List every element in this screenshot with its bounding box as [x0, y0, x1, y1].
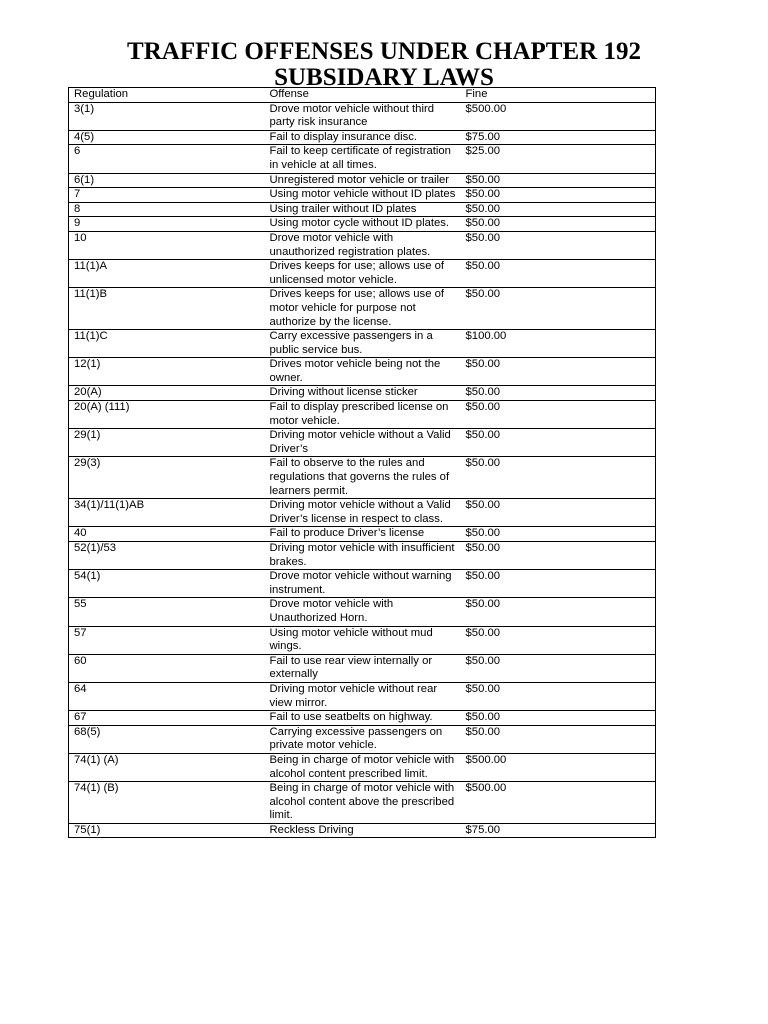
offense-cell: Fail to use seatbelts on highway. [265, 711, 461, 726]
offense-cell: Fail to produce Driver’s license [265, 527, 461, 542]
table-header-row [69, 88, 656, 103]
offense-cell: Reckless Driving [265, 823, 461, 838]
table-row [69, 102, 656, 130]
regulation-cell: 9 [69, 217, 265, 232]
regulation-cell: 29(3) [69, 457, 265, 499]
fine-cell: $50.00 [461, 231, 656, 259]
table-row [69, 527, 656, 542]
regulation-cell: 54(1) [69, 570, 265, 598]
regulation-cell: 20(A) (111) [69, 401, 265, 429]
table-row [69, 753, 656, 781]
table-row [69, 457, 656, 499]
offense-cell: Driving without license sticker [265, 386, 461, 401]
fine-cell: $100.00 [461, 330, 656, 358]
offense-cell: Fail to observe to the rules and regulations that governs the rules of learners permit. [265, 457, 461, 499]
fine-cell: $50.00 [461, 260, 656, 288]
table-row [69, 188, 656, 203]
table-row [69, 145, 656, 173]
regulation-cell: 12(1) [69, 358, 265, 386]
table-row [69, 499, 656, 527]
document-subtitle: SUBSIDARY LAWS [274, 64, 494, 91]
table-row [69, 401, 656, 429]
fine-cell: $50.00 [461, 527, 656, 542]
fine-cell: $50.00 [461, 725, 656, 753]
regulation-cell: 68(5) [69, 725, 265, 753]
fine-cell: $50.00 [461, 499, 656, 527]
regulation-cell: 6(1) [69, 173, 265, 188]
offense-cell: Using motor vehicle without ID plates [265, 188, 461, 203]
regulation-cell: 74(1) (A) [69, 753, 265, 781]
fine-cell: $50.00 [461, 682, 656, 710]
table-row [69, 654, 656, 682]
regulation-cell: 7 [69, 188, 265, 203]
offense-cell: Drove motor vehicle without warning instrument. [265, 570, 461, 598]
fine-cell: $50.00 [461, 288, 656, 330]
offense-cell: Unregistered motor vehicle or trailer [265, 173, 461, 188]
table-row [69, 217, 656, 232]
regulation-cell: 11(1)B [69, 288, 265, 330]
regulation-cell: 57 [69, 626, 265, 654]
regulation-cell: 67 [69, 711, 265, 726]
regulation-cell: 6 [69, 145, 265, 173]
offense-cell: Driving motor vehicle without a Valid Driver’s license in respect to class. [265, 499, 461, 527]
regulation-cell: 8 [69, 202, 265, 217]
offense-cell: Using trailer without ID plates [265, 202, 461, 217]
fine-cell: $50.00 [461, 173, 656, 188]
regulation-cell: 10 [69, 231, 265, 259]
offense-cell: Using motor vehicle without mud wings. [265, 626, 461, 654]
table-row [69, 330, 656, 358]
header-offense: Offense [265, 88, 461, 103]
offenses-table [68, 87, 656, 838]
table-row [69, 173, 656, 188]
fine-cell: $50.00 [461, 188, 656, 203]
table-row [69, 288, 656, 330]
offense-cell: Drives keeps for use; allows use of motor vehicle for purpose not authorize by the license. [265, 288, 461, 330]
fine-cell: $50.00 [461, 401, 656, 429]
offense-cell: Fail to use rear view internally or externally [265, 654, 461, 682]
document-title: TRAFFIC OFFENSES UNDER CHAPTER 192 [127, 38, 641, 65]
regulation-cell: 4(5) [69, 130, 265, 145]
fine-cell: $50.00 [461, 202, 656, 217]
fine-cell: $50.00 [461, 542, 656, 570]
table-row [69, 386, 656, 401]
offense-cell: Being in charge of motor vehicle with alcohol content prescribed limit. [265, 753, 461, 781]
offense-cell: Carry excessive passengers in a public service bus. [265, 330, 461, 358]
table-row [69, 202, 656, 217]
regulation-cell: 74(1) (B) [69, 782, 265, 824]
table-row [69, 711, 656, 726]
offense-cell: Fail to keep certificate of registration in vehicle at all times. [265, 145, 461, 173]
fine-cell: $75.00 [461, 823, 656, 838]
regulation-cell: 29(1) [69, 429, 265, 457]
header-regulation: Regulation [69, 88, 265, 103]
table-row [69, 782, 656, 824]
fine-cell: $500.00 [461, 102, 656, 130]
fine-cell: $75.00 [461, 130, 656, 145]
regulation-cell: 55 [69, 598, 265, 626]
offense-cell: Driving motor vehicle without a Valid Driver’s [265, 429, 461, 457]
fine-cell: $500.00 [461, 782, 656, 824]
table-row [69, 429, 656, 457]
table-row [69, 260, 656, 288]
regulation-cell: 75(1) [69, 823, 265, 838]
fine-cell: $50.00 [461, 570, 656, 598]
fine-cell: $50.00 [461, 217, 656, 232]
fine-cell: $50.00 [461, 598, 656, 626]
offense-cell: Using motor cycle without ID plates. [265, 217, 461, 232]
fine-cell: $25.00 [461, 145, 656, 173]
offense-cell: Drove motor vehicle with Unauthorized Horn. [265, 598, 461, 626]
table-row [69, 682, 656, 710]
offense-cell: Being in charge of motor vehicle with alcohol content above the prescribed limit. [265, 782, 461, 824]
fine-cell: $50.00 [461, 429, 656, 457]
fine-cell: $50.00 [461, 358, 656, 386]
offense-cell: Drives keeps for use; allows use of unlicensed motor vehicle. [265, 260, 461, 288]
table-row [69, 570, 656, 598]
regulation-cell: 20(A) [69, 386, 265, 401]
table-row [69, 358, 656, 386]
table-row [69, 542, 656, 570]
header-fine: Fine [461, 88, 656, 103]
fine-cell: $50.00 [461, 386, 656, 401]
fine-cell: $50.00 [461, 626, 656, 654]
regulation-cell: 11(1)A [69, 260, 265, 288]
offense-cell: Drives motor vehicle being not the owner. [265, 358, 461, 386]
offense-cell: Drove motor vehicle with unauthorized registration plates. [265, 231, 461, 259]
fine-cell: $50.00 [461, 711, 656, 726]
offense-cell: Driving motor vehicle without rear view mirror. [265, 682, 461, 710]
fine-cell: $50.00 [461, 457, 656, 499]
table-row [69, 725, 656, 753]
offense-cell: Fail to display insurance disc. [265, 130, 461, 145]
fine-cell: $500.00 [461, 753, 656, 781]
table-row [69, 231, 656, 259]
regulation-cell: 60 [69, 654, 265, 682]
fine-cell: $50.00 [461, 654, 656, 682]
table-row [69, 626, 656, 654]
regulation-cell: 3(1) [69, 102, 265, 130]
offense-cell: Carrying excessive passengers on private motor vehicle. [265, 725, 461, 753]
regulation-cell: 64 [69, 682, 265, 710]
table-row [69, 823, 656, 838]
offense-cell: Fail to display prescribed license on motor vehicle. [265, 401, 461, 429]
regulation-cell: 11(1)C [69, 330, 265, 358]
offense-cell: Drove motor vehicle without third party risk insurance [265, 102, 461, 130]
table-row [69, 598, 656, 626]
regulation-cell: 52(1)/53 [69, 542, 265, 570]
table-row [69, 130, 656, 145]
regulation-cell: 34(1)/11(1)AB [69, 499, 265, 527]
offense-cell: Driving motor vehicle with insufficient brakes. [265, 542, 461, 570]
regulation-cell: 40 [69, 527, 265, 542]
